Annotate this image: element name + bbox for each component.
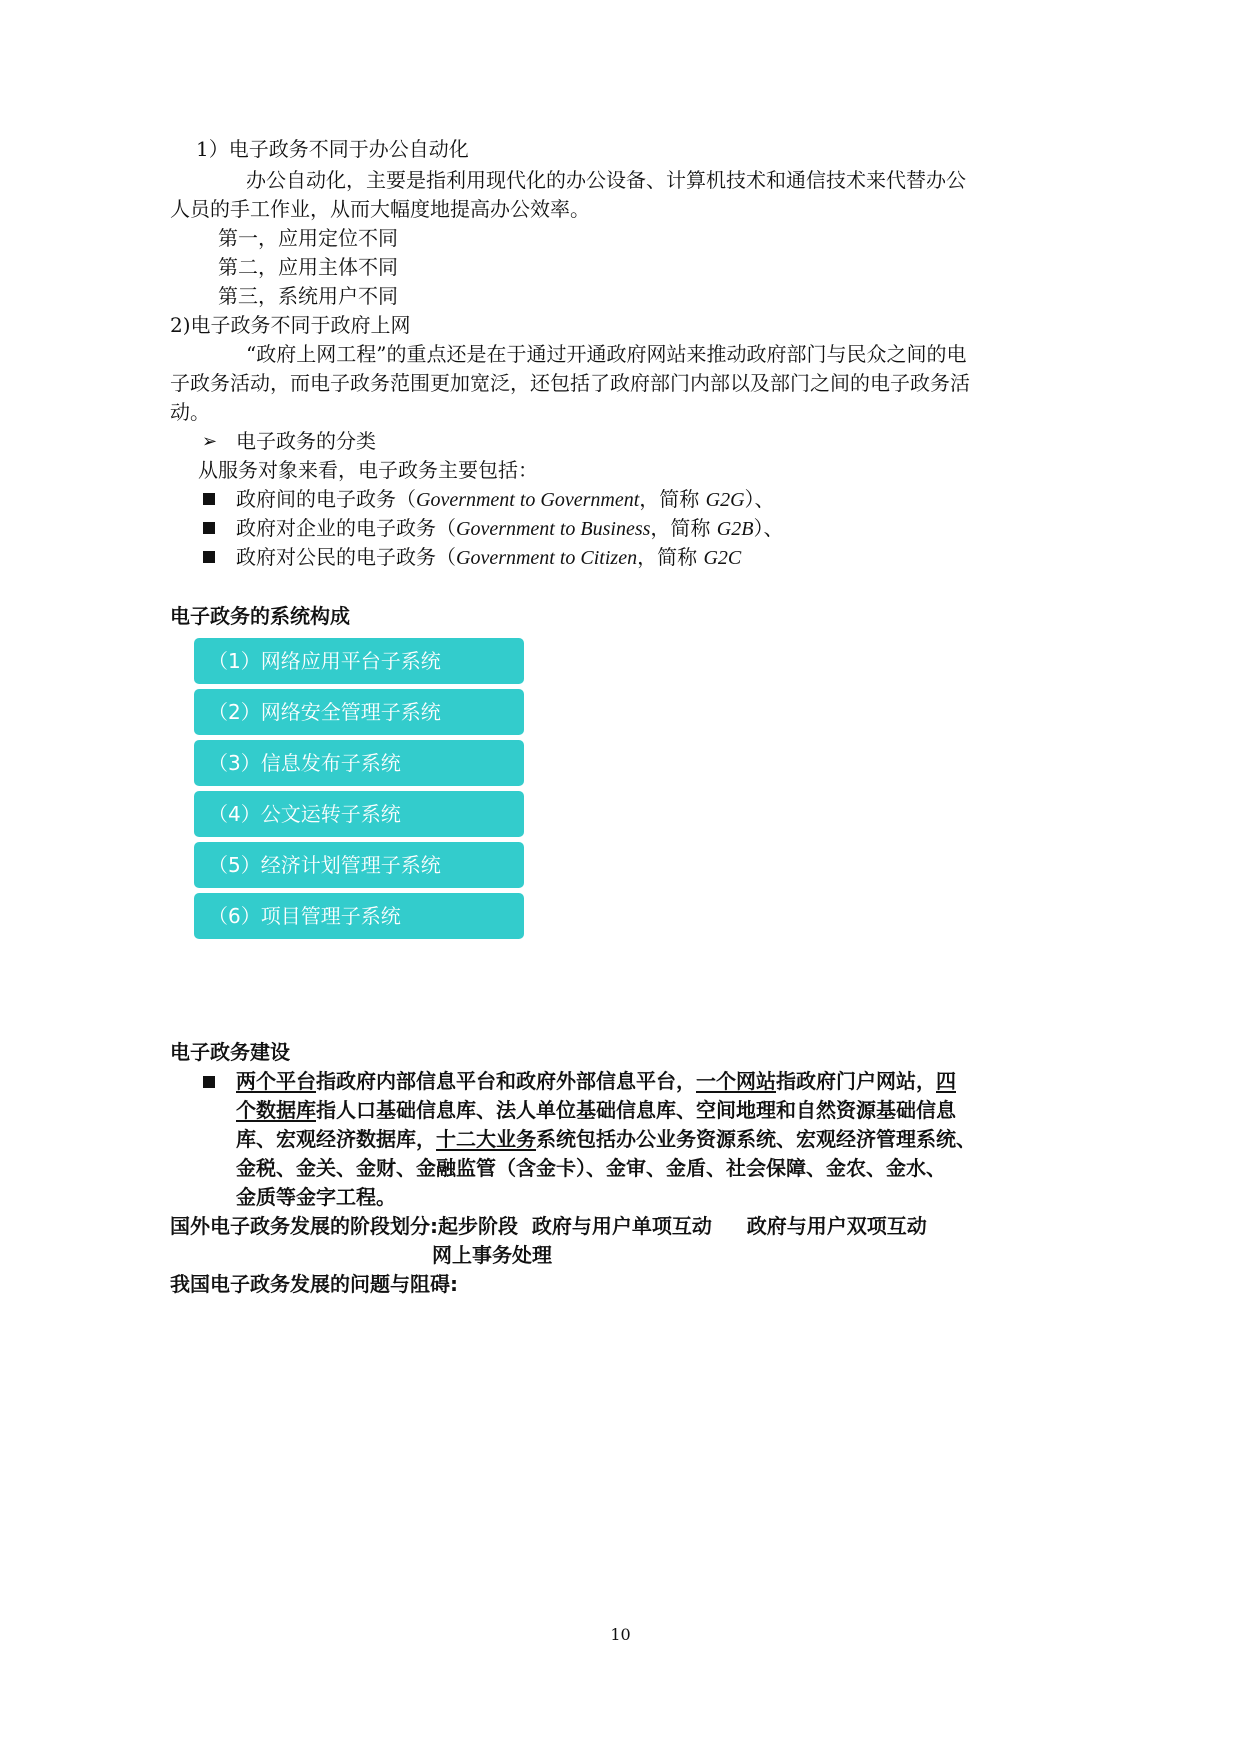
section1-para-line1: 办公自动化，主要是指利用现代化的办公设备、计算机技术和通信技术来代替办公 — [246, 168, 966, 192]
section1-item-2: 第二，应用主体不同 — [218, 255, 398, 279]
square-bullet-icon — [203, 522, 215, 534]
square-bullet-icon — [203, 1076, 215, 1088]
square-bullet-icon — [203, 551, 215, 563]
section1-heading: 1）电子政务不同于办公自动化 — [196, 137, 469, 161]
section2-para-line3: 动。 — [170, 400, 210, 424]
problems-heading: 我国电子政务发展的问题与阻碍: — [170, 1272, 458, 1296]
subsystem-box: （3）信息发布子系统 — [194, 740, 524, 786]
classification-item: 政府对公民的电子政务（Government to Citizen，简称 G2C — [236, 545, 742, 569]
page-number: 10 — [610, 1625, 631, 1644]
classification-item: 政府间的电子政务（Government to Government，简称 G2G）、 — [236, 487, 775, 511]
section2-heading: 2)电子政务不同于政府上网 — [170, 313, 411, 337]
system-title: 电子政务的系统构成 — [170, 604, 350, 628]
classification-title: 电子政务的分类 — [236, 429, 376, 453]
subsystem-box: （4）公文运转子系统 — [194, 791, 524, 837]
construction-line-5: 金质等金字工程。 — [236, 1185, 396, 1209]
section1-item-1: 第一，应用定位不同 — [218, 226, 398, 250]
subsystem-box: （5）经济计划管理子系统 — [194, 842, 524, 888]
section2-para-line2: 子政务活动，而电子政务范围更加宽泛，还包括了政府部门内部以及部门之间的电子政务活 — [170, 371, 970, 395]
foreign-stages-line1: 国外电子政务发展的阶段划分:起步阶段 政府与用户单项互动 政府与用户双项互动 — [170, 1214, 927, 1238]
classification-intro: 从服务对象来看，电子政务主要包括： — [198, 458, 538, 482]
subsystem-box: （6）项目管理子系统 — [194, 893, 524, 939]
classification-item: 政府对企业的电子政务（Government to Business，简称 G2B）、 — [236, 516, 784, 540]
section1-para-line2: 人员的手工作业，从而大幅度地提高办公效率。 — [170, 197, 590, 221]
subsystem-box: （1）网络应用平台子系统 — [194, 638, 524, 684]
construction-line-4: 金税、金关、金财、金融监管（含金卡）、金审、金盾、社会保障、金农、金水、 — [236, 1156, 946, 1180]
construction-line-1: 两个平台指政府内部信息平台和政府外部信息平台，一个网站指政府门户网站，四 — [236, 1069, 956, 1093]
section1-item-3: 第三，系统用户不同 — [218, 284, 398, 308]
construction-line-2: 个数据库指人口基础信息库、法人单位基础信息库、空间地理和自然资源基础信息 — [236, 1098, 956, 1122]
arrow-bullet-icon: ➢ — [202, 431, 218, 452]
foreign-stages-line2: 网上事务处理 — [432, 1243, 552, 1267]
square-bullet-icon — [203, 493, 215, 505]
construction-title: 电子政务建设 — [170, 1040, 290, 1064]
subsystem-box: （2）网络安全管理子系统 — [194, 689, 524, 735]
construction-line-3: 库、宏观经济数据库，十二大业务系统包括办公业务资源系统、宏观经济管理系统、 — [236, 1127, 976, 1151]
section2-para-line1: “政府上网工程”的重点还是在于通过开通政府网站来推动政府部门与民众之间的电 — [246, 342, 967, 366]
